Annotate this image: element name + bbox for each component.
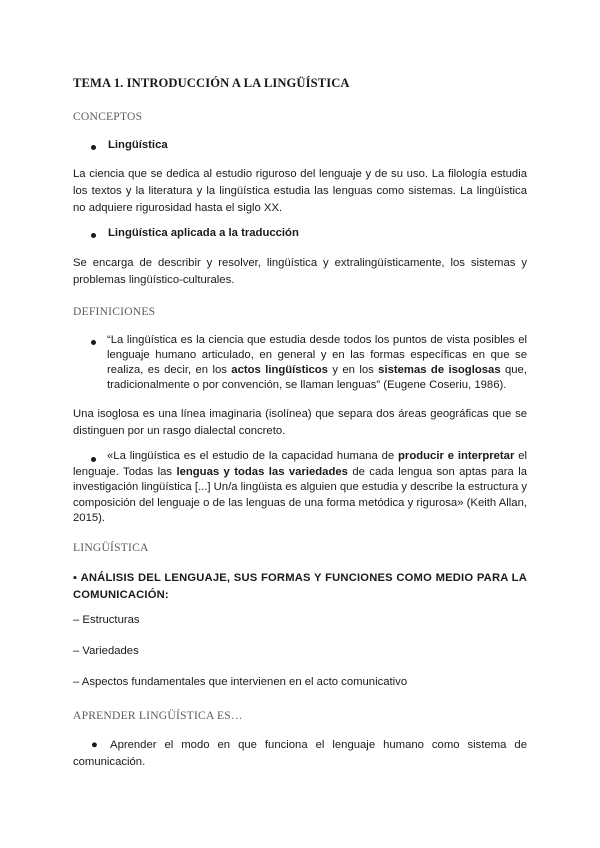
definition-quote-allan xyxy=(73,449,527,527)
quote-emphasis: lenguas y todas las variedades xyxy=(176,465,348,478)
quote-text: y en los xyxy=(327,364,379,376)
definition-quote-coseriu xyxy=(107,333,527,393)
concept-text-linguistica: La ciencia que se dedica al estudio riguroso del lenguaje y de su uso. La filología estudia los textos y la literatura y la lingüística estudia las lenguas como sistemas. La lingüística no adquiere rigurosidad hasta el siglo XX. xyxy=(73,168,527,214)
analysis-heading: ▪ ANÁLISIS DEL LENGUAJE, SUS FORMAS Y FUNCIONES COMO MEDIO PARA LA COMUNICACIÓN: xyxy=(73,572,527,601)
quote-text: de cada lengua son aptas para la investigación lingüística [...] Un/a lingüista es alguien que estudia y describe la estructura y composición del lenguaje o de las lenguas de una forma metódica y rigurosa» (Keith Allan, 2015). xyxy=(73,465,528,524)
quote-text: que, tradicionalmente o por convención, se llaman lenguas” (Eugene Coseriu, 1986). xyxy=(107,364,527,391)
list-item: – Aspectos fundamentales que intervienen en el acto comunicativo xyxy=(73,676,408,688)
section-heading-conceptos: CONCEPTOS xyxy=(73,110,143,123)
concept-label-aplicada: Lingüística aplicada a la traducción xyxy=(108,227,299,239)
quote-emphasis: actos lingüísticos xyxy=(231,364,328,376)
bullet-dot xyxy=(91,233,96,238)
concept-label-linguistica: Lingüística xyxy=(108,139,168,151)
page-title: TEMA 1. INTRODUCCIÓN A LA LINGÜÍSTICA xyxy=(73,76,350,90)
quote-text: el lenguaje. Todas las xyxy=(73,450,527,478)
quote-emphasis: producir e interpretar xyxy=(398,450,515,462)
section-heading-linguistica: LINGÜÍSTICA xyxy=(73,541,149,554)
quote-text: «La lingüística es el estudio de la capacidad humana de xyxy=(107,450,399,462)
bullet-dot xyxy=(91,145,96,150)
section-heading-definiciones: DEFINICIONES xyxy=(73,305,156,318)
list-item: – Estructuras xyxy=(73,614,140,626)
quote-emphasis: sistemas de isoglosas xyxy=(378,364,501,376)
isoglosa-definition: Una isoglosa es una línea imaginaria (isolínea) que separa dos áreas geográficas que se distinguen por un rasgo dialectal concreto. xyxy=(73,408,527,437)
quote-text: “La lingüística es la ciencia que estudia desde todos los puntos de vista posibles el lenguaje humano articulado, en general y en las formas específicas en que se realiza, es decir, en los xyxy=(107,334,527,376)
section-heading-aprender: APRENDER LINGÜÍSTICA ES… xyxy=(73,709,243,722)
aprender-bullet-text: ● Aprender el modo en que funciona el lenguaje humano como sistema de comunicación. xyxy=(73,739,527,768)
bullet-dot xyxy=(91,340,96,345)
list-item: – Variedades xyxy=(73,645,139,657)
concept-text-aplicada: Se encarga de describir y resolver, lingüística y extralingüísticamente, los sistemas y problemas lingüístico-culturales. xyxy=(73,257,527,286)
